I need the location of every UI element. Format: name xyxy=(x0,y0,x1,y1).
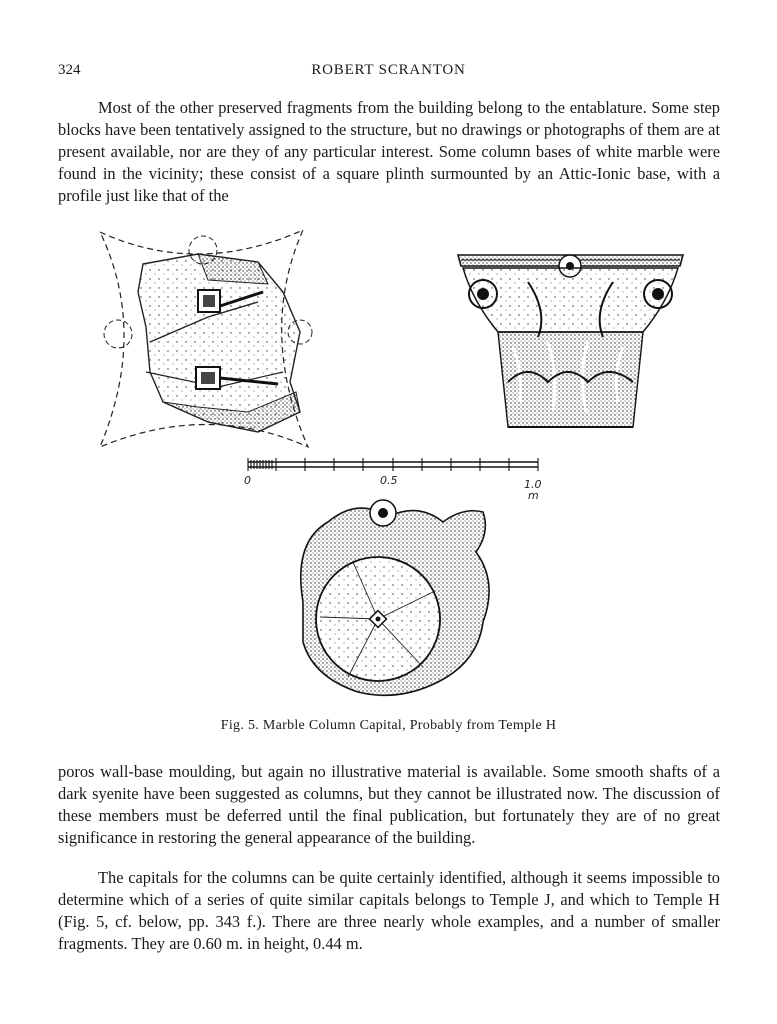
page-number: 324 xyxy=(58,62,81,78)
figure-caption: Fig. 5. Marble Column Capital, Probably from Temple H xyxy=(220,718,557,733)
paragraph-3: The capitals for the columns can be quite certainly identified, although it seems impossible to determine which of a series of quite similar capitals belongs to Temple J, and which to Temple H (Fig. 5, cf. below, pp. 343 f.). There are three nearly whole examples, and a number of smaller fragments. They are 0.60 m. in height, 0.44 m. xyxy=(58,868,720,953)
figure-drawings xyxy=(58,222,720,712)
scale-label-half: 0.5 xyxy=(380,474,398,487)
capital-elevation-drawing xyxy=(458,255,683,427)
running-head: ROBERT SCRANTON xyxy=(311,62,466,78)
scale-bar xyxy=(244,458,542,502)
figure-5 xyxy=(58,222,720,712)
scale-label-unit: m xyxy=(528,489,539,502)
scale-label-zero: 0 xyxy=(244,474,251,487)
paragraph-1: Most of the other preserved fragments from the building belong to the entablature. Some step blocks have been tentatively assigned to the structure, but no drawings or photographs of them are at present available, nor are they of any particular interest. Some column bases of white marble were found in the vicinity; these consist of a square plinth surmounted by an Attic-Ionic base, with a profile just like that of the xyxy=(58,98,720,205)
capital-top-view-drawing xyxy=(301,500,489,695)
page-header xyxy=(58,62,719,84)
scale-label-one: 1.0 xyxy=(524,478,542,491)
capital-plan-drawing xyxy=(100,230,312,447)
paragraph-2: poros wall-base moulding, but again no illustrative material is available. Some smooth shafts of a dark syenite have been suggested as columns, but they cannot be illustrated now. The discussion of these members must be deferred until the final publication, but fortunately they are of no great significance in restoring the general appearance of the building. xyxy=(58,762,720,847)
